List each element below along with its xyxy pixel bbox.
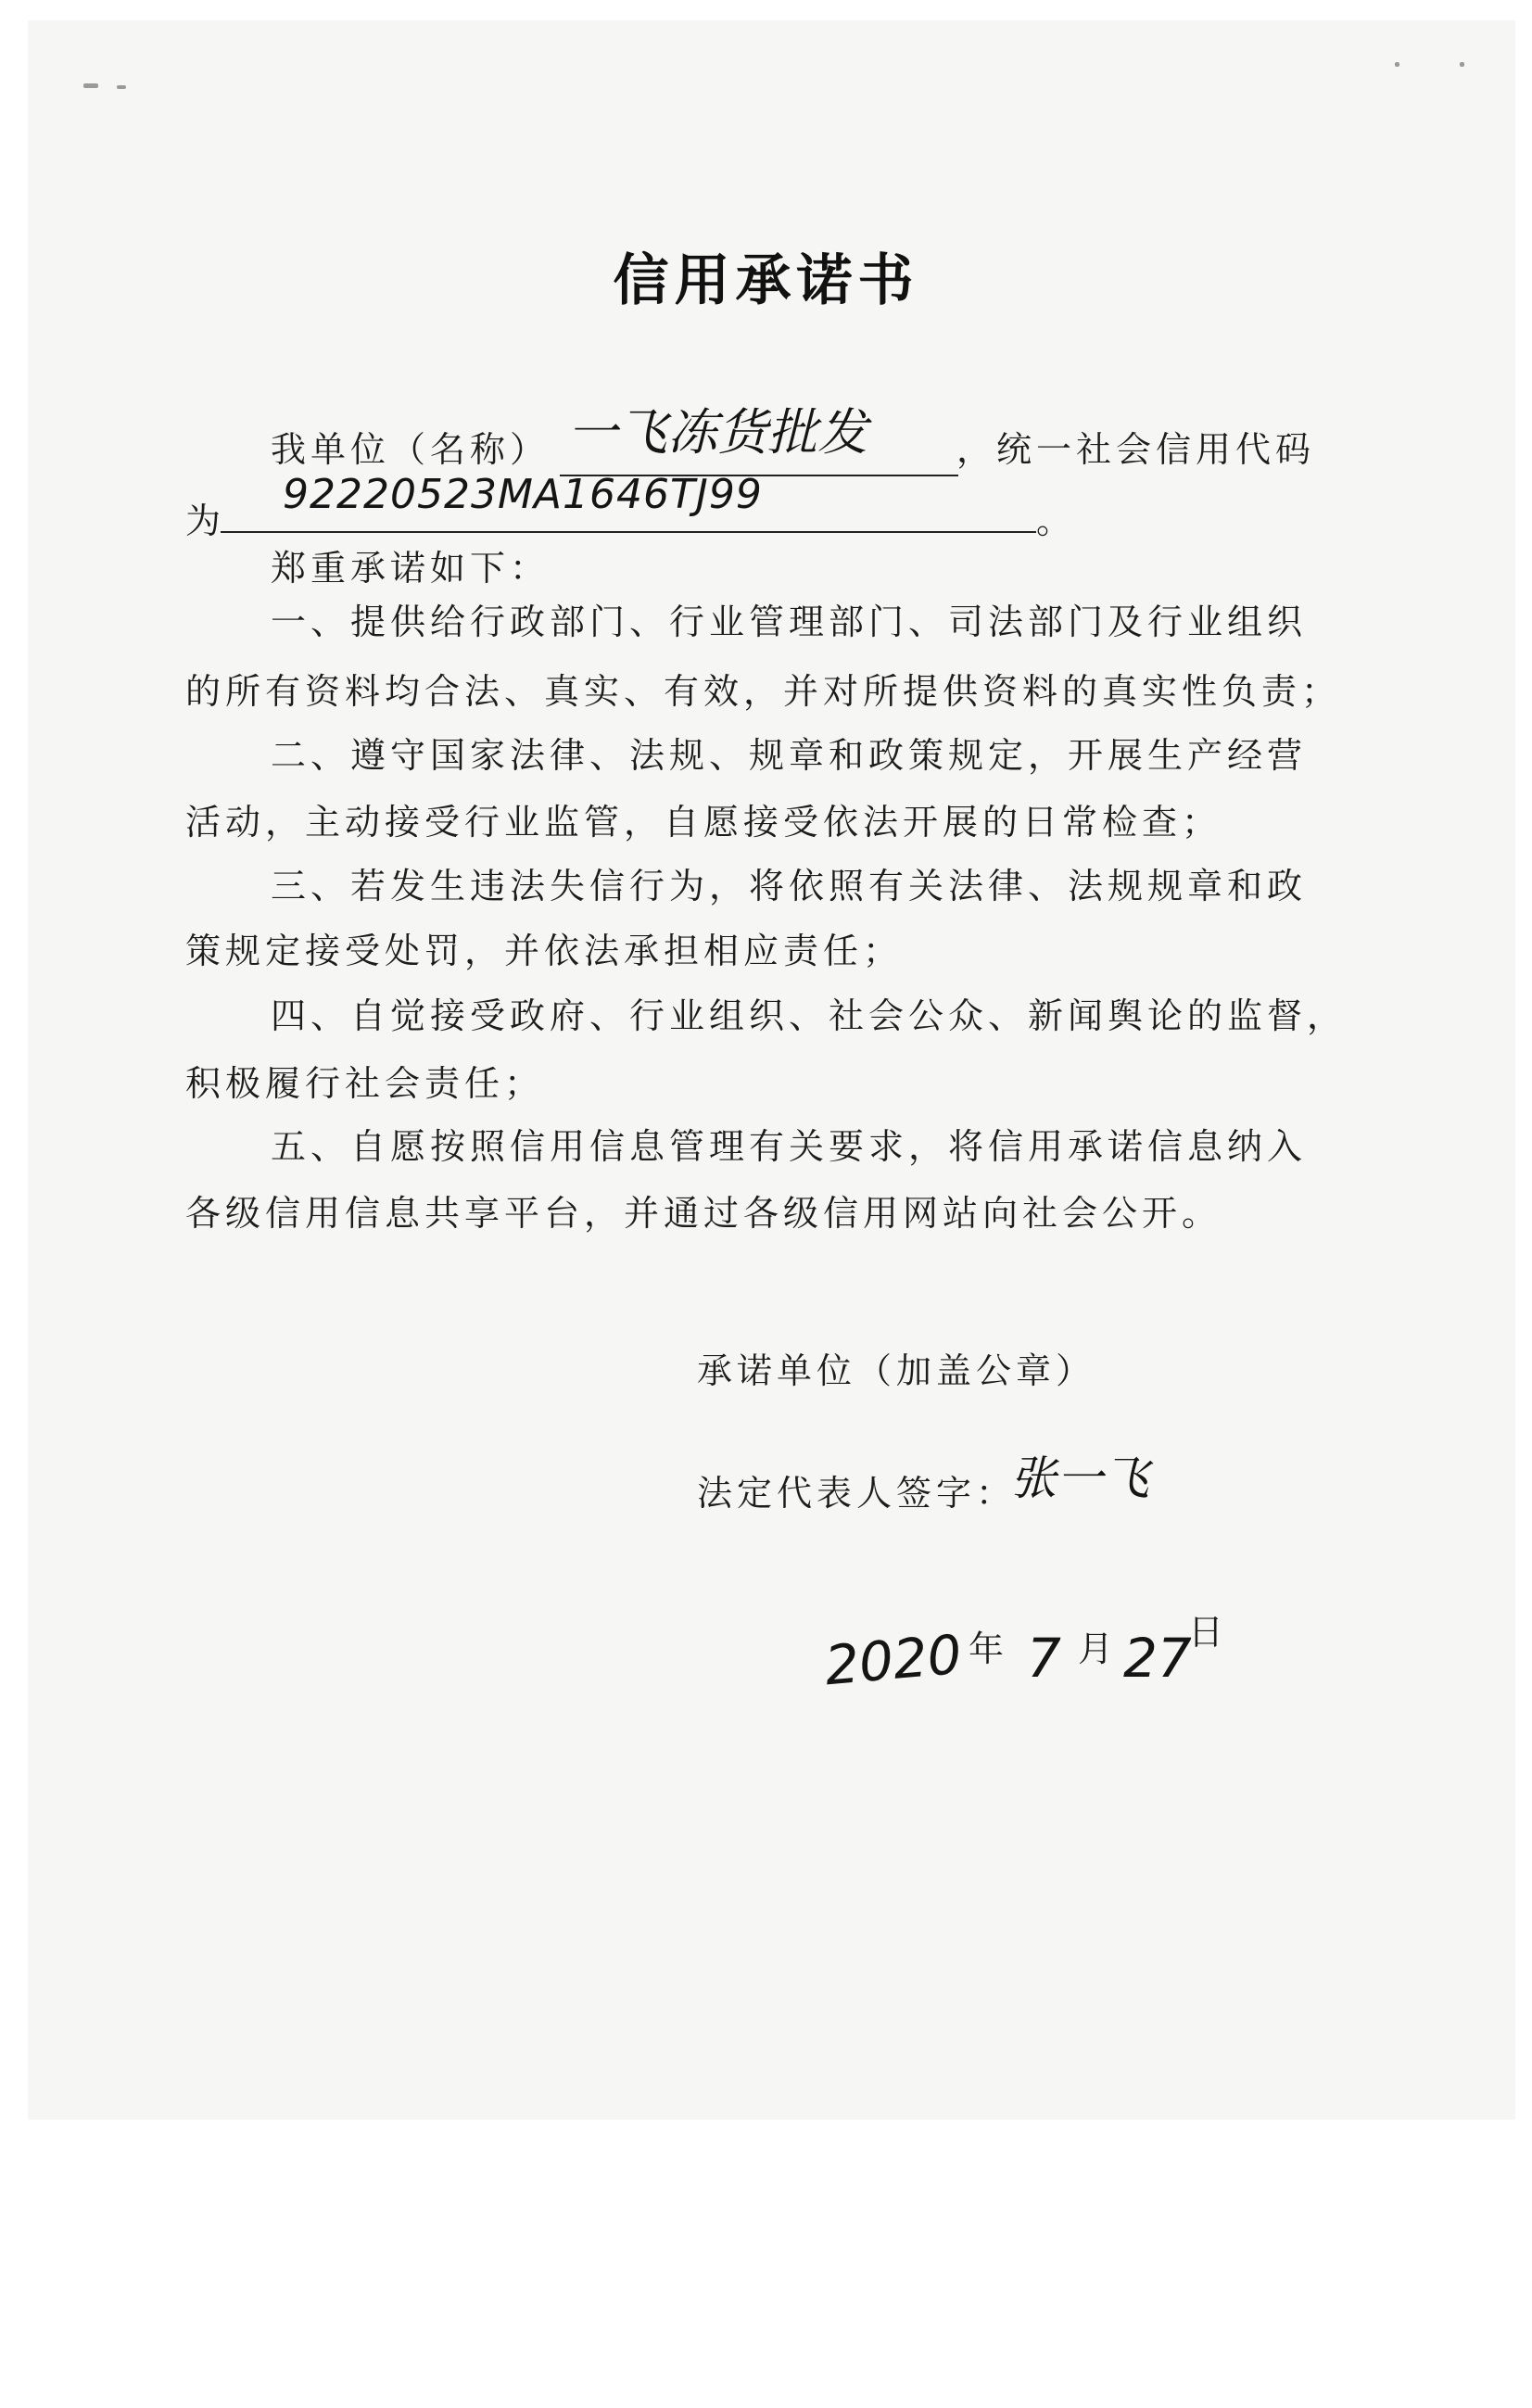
credit-code-handwritten: 92220523MA1646TJ99 — [283, 471, 763, 518]
legal-rep-label: 法定代表人签字： — [697, 1473, 1017, 1514]
date-year-label: 年 — [969, 1629, 1009, 1669]
legal-rep-signature: 张一飞 — [1010, 1451, 1149, 1505]
scan-speck — [83, 83, 98, 88]
date-year-handwritten: 2020 — [822, 1622, 965, 1698]
scan-speck — [1460, 62, 1464, 67]
document-title: 信用承诺书 — [613, 248, 919, 313]
item-2-line-2: 活动，主动接受行业监管，自愿接受依法开展的日常检查； — [185, 802, 1222, 843]
item-4-line-1: 四、自觉接受政府、行业组织、社会公众、新闻舆论的监督， — [271, 995, 1348, 1036]
item-3-line-1: 三、若发生违法失信行为，将依照有关法律、法规规章和政 — [271, 866, 1308, 906]
item-4-line-2: 积极履行社会责任； — [185, 1063, 545, 1104]
intro-text: 郑重承诺如下： — [271, 548, 551, 589]
unit-prefix: 我单位（名称） — [271, 429, 551, 470]
code-prefix: 为 — [185, 501, 226, 541]
scan-speck — [1395, 62, 1399, 67]
item-1-line-1: 一、提供给行政部门、行业管理部门、司法部门及行业组织 — [271, 602, 1308, 642]
date-month-label: 月 — [1078, 1629, 1119, 1669]
code-suffix: 。 — [1036, 501, 1077, 541]
date-day-label: 日 — [1188, 1612, 1229, 1653]
item-5-line-1: 五、自愿按照信用信息管理有关要求，将信用承诺信息纳入 — [271, 1126, 1308, 1167]
date-day-handwritten: 27 — [1123, 1627, 1192, 1690]
item-1-line-2: 的所有资料均合法、真实、有效，并对所提供资料的真实性负责； — [185, 671, 1342, 712]
item-3-line-2: 策规定接受处罚，并依法承担相应责任； — [185, 931, 904, 971]
item-5-line-2: 各级信用信息共享平台，并通过各级信用网站向社会公开。 — [185, 1193, 1222, 1234]
unit-name-handwritten: 一飞冻货批发 — [567, 403, 867, 462]
scan-speck — [117, 85, 126, 89]
sign-unit-label: 承诺单位（加盖公章） — [697, 1350, 1096, 1391]
unit-suffix: ，统一社会信用代码 — [956, 429, 1316, 470]
credit-code-underline — [221, 531, 1036, 533]
item-2-line-1: 二、遵守国家法律、法规、规章和政策规定，开展生产经营 — [271, 735, 1308, 776]
date-month-handwritten: 7 — [1027, 1627, 1061, 1690]
